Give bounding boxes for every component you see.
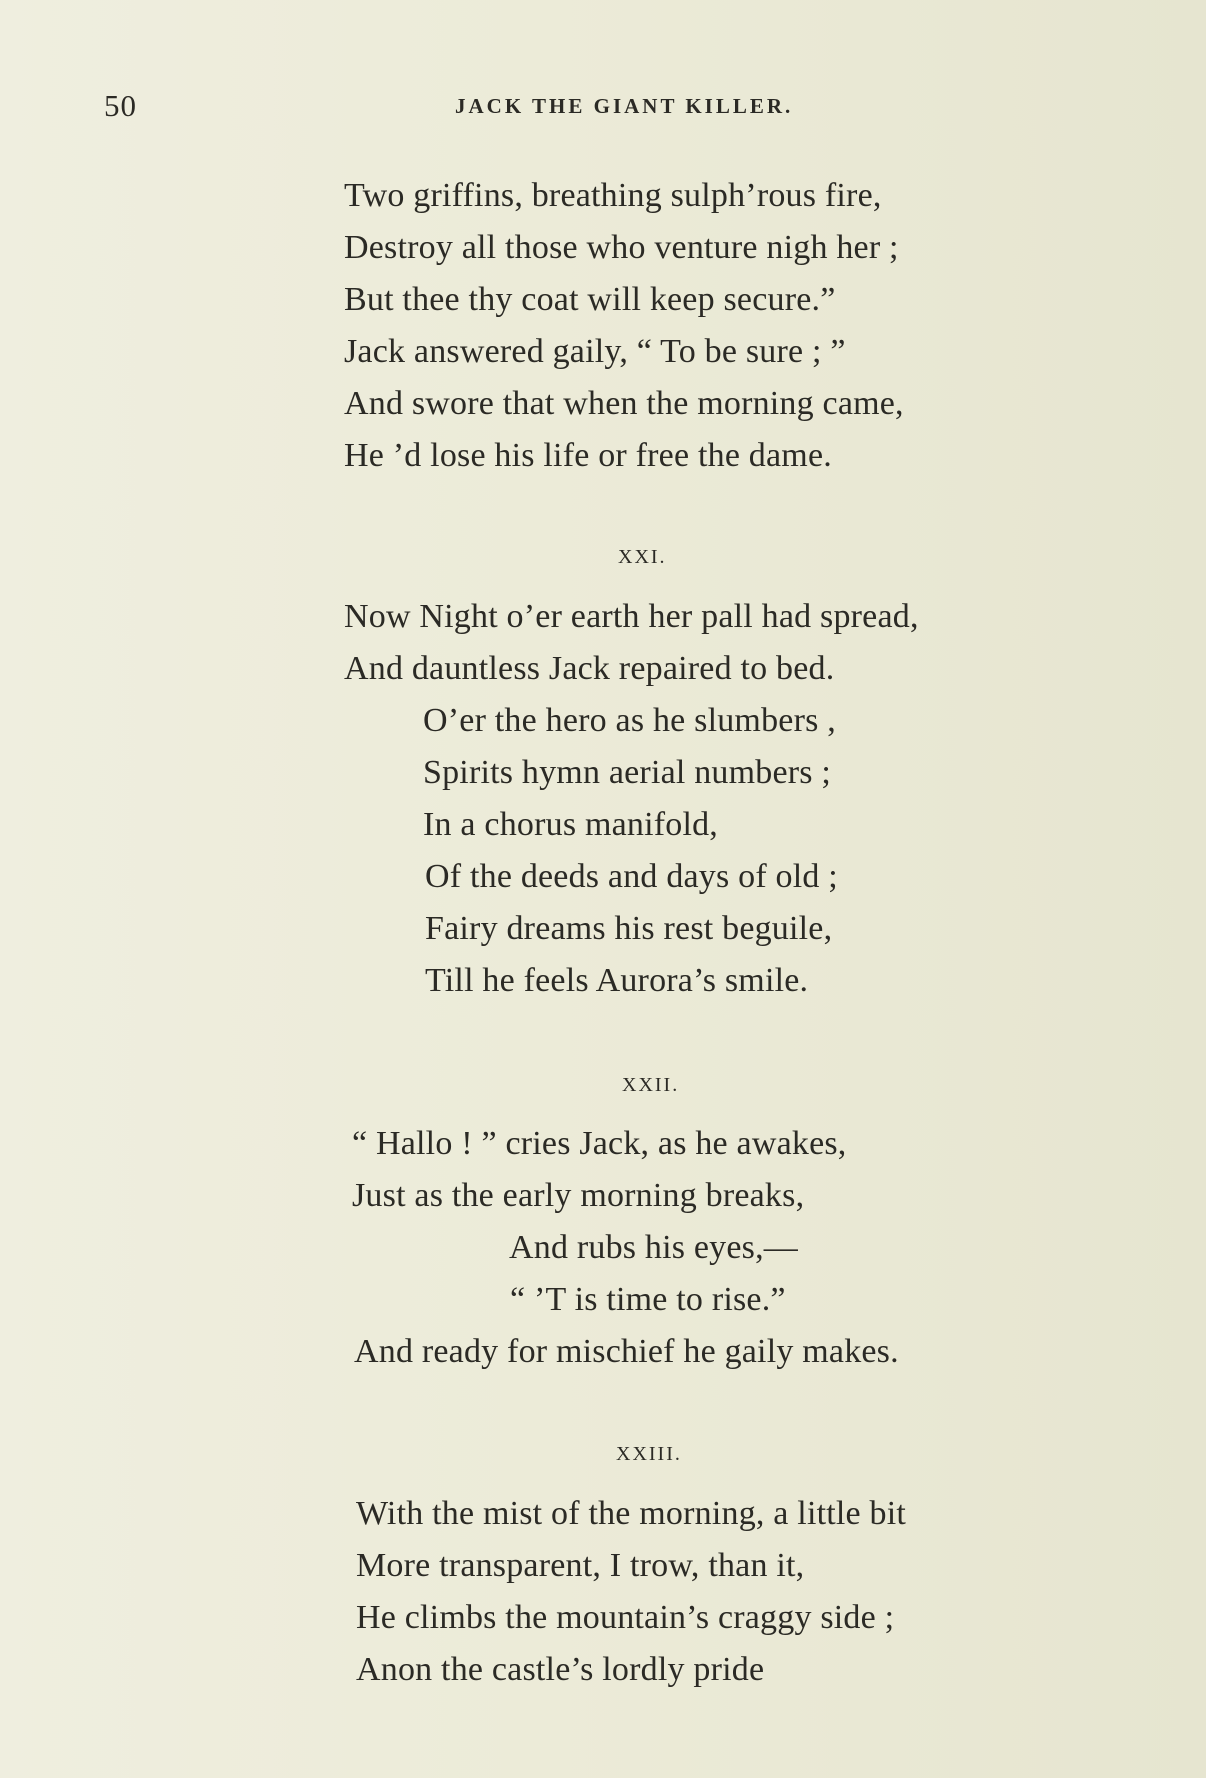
stanza-number: XXIII. bbox=[616, 1443, 682, 1465]
verse-line: Till he feels Aurora’s smile. bbox=[425, 962, 809, 999]
verse-line: Just as the early morning breaks, bbox=[352, 1177, 805, 1214]
verse-line: And ready for mischief he gaily makes. bbox=[354, 1333, 899, 1370]
verse-line: But thee thy coat will keep secure.” bbox=[344, 281, 836, 318]
verse-line: And swore that when the morning came, bbox=[344, 385, 904, 422]
verse-line: Fairy dreams his rest beguile, bbox=[425, 910, 833, 947]
verse-line: “ Hallo ! ” cries Jack, as he awakes, bbox=[352, 1125, 847, 1162]
verse-line: And rubs his eyes,— bbox=[509, 1229, 798, 1266]
verse-line: He ’d lose his life or free the dame. bbox=[344, 437, 832, 474]
verse-line: And dauntless Jack repaired to bed. bbox=[344, 650, 835, 687]
verse-line: In a chorus manifold, bbox=[423, 806, 719, 843]
verse-line: Jack answered gaily, “ To be sure ; ” bbox=[344, 333, 846, 370]
verse-line: He climbs the mountain’s craggy side ; bbox=[356, 1599, 895, 1636]
verse-line: “ ’T is time to rise.” bbox=[510, 1281, 786, 1318]
running-title: JACK THE GIANT KILLER. bbox=[455, 94, 794, 118]
verse-line: Of the deeds and days of old ; bbox=[425, 858, 838, 895]
verse-line: Destroy all those who venture nigh her ; bbox=[344, 229, 899, 266]
running-head bbox=[0, 88, 1206, 128]
page-number: 50 bbox=[104, 88, 137, 123]
stanza-number: XXI. bbox=[618, 546, 667, 568]
verse-line: Two griffins, breathing sulph’rous fire, bbox=[344, 177, 882, 214]
stanza-number: XXII. bbox=[622, 1074, 680, 1096]
verse-line: Anon the castle’s lordly pride bbox=[356, 1651, 765, 1688]
verse-line: O’er the hero as he slumbers , bbox=[423, 702, 836, 739]
verse-line: More transparent, I trow, than it, bbox=[356, 1547, 805, 1584]
verse-line: Spirits hymn aerial numbers ; bbox=[423, 754, 832, 791]
verse-line: With the mist of the morning, a little bit bbox=[356, 1495, 907, 1532]
verse-line: Now Night o’er earth her pall had spread, bbox=[344, 598, 919, 635]
